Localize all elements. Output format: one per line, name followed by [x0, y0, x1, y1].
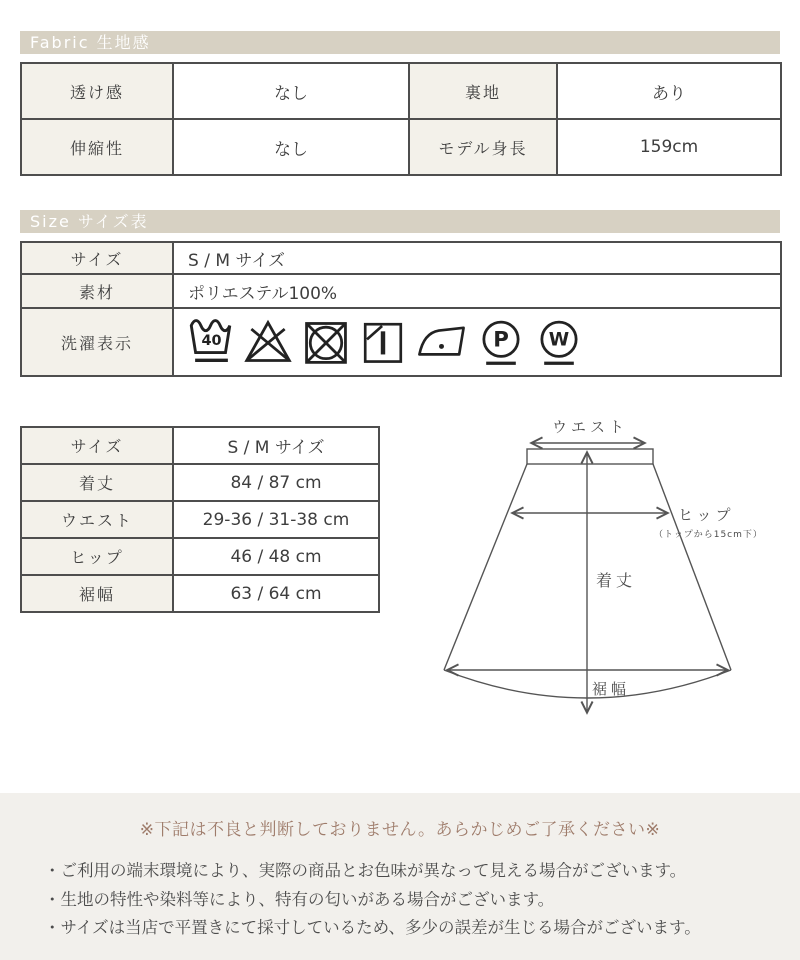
fabric-label-sheerness: 透け感: [21, 63, 173, 119]
fabric-label-model-height: モデル身長: [409, 119, 557, 175]
care-icons-cell: [173, 308, 781, 376]
fabric-row-2: [21, 119, 781, 175]
measure-row-hem: [21, 575, 379, 612]
svg-text:W: W: [548, 329, 570, 351]
size-section-header: Size サイズ表: [20, 210, 780, 233]
laundry-care-icons: [188, 316, 780, 368]
spec-row-size: [21, 242, 781, 274]
note-item-smell: ・生地の特性や染料等により、特有の匂いがある場合がございます。: [44, 889, 555, 909]
measure-value-length: 84 / 87 cm: [173, 464, 379, 501]
measure-row-hip: [21, 538, 379, 575]
measure-value-hem: 63 / 64 cm: [173, 575, 379, 612]
measure-row-length: [21, 464, 379, 501]
diagram-waist-label: ウエスト: [551, 418, 629, 436]
diagram-hip-note: （トップから15cm下）: [654, 530, 763, 540]
fabric-value-stretch: なし: [173, 119, 409, 175]
spec-label-size: サイズ: [21, 242, 173, 274]
notes-section: [0, 793, 800, 960]
diagram-length-label: 着丈: [596, 571, 637, 590]
skirt-measurement-diagram: [406, 413, 800, 748]
iron-low-icon: [415, 316, 468, 368]
measure-label-size: サイズ: [21, 427, 173, 464]
svg-text:P: P: [493, 327, 509, 353]
measurements-table: [20, 426, 380, 613]
measure-label-waist: ウエスト: [21, 501, 173, 538]
fabric-value-lining: あり: [557, 63, 781, 119]
fabric-value-sheerness: なし: [173, 63, 409, 119]
measure-value-waist: 29-36 / 31-38 cm: [173, 501, 379, 538]
svg-text:40: 40: [201, 332, 222, 349]
spec-row-material: [21, 274, 781, 308]
spec-value-material: ポリエステル100%: [173, 274, 781, 308]
fabric-label-lining: 裏地: [409, 63, 557, 119]
measure-row-waist: [21, 501, 379, 538]
measure-value-size: S / M サイズ: [173, 427, 379, 464]
diagram-hem-label: 裾幅: [592, 680, 631, 698]
notes-heading: ※下記は不良と判断しておりません。あらかじめご了承ください※: [139, 820, 661, 840]
fabric-section-header: Fabric 生地感: [20, 31, 780, 54]
spec-label-care: 洗濯表示: [21, 308, 173, 376]
line-dry-shade-icon: [359, 316, 407, 368]
no-bleach-icon: [243, 316, 293, 368]
measure-label-length: 着丈: [21, 464, 173, 501]
wash-40-mild-icon: [188, 316, 235, 368]
spec-label-material: 素材: [21, 274, 173, 308]
notes-list: [44, 857, 800, 943]
wet-clean-w-mild-icon: [534, 316, 584, 368]
measure-row-size: [21, 427, 379, 464]
fabric-value-model-height: 159cm: [557, 119, 781, 175]
fabric-label-stretch: 伸縮性: [21, 119, 173, 175]
fabric-row-1: [21, 63, 781, 119]
spec-table: [20, 241, 782, 377]
measure-label-hip: ヒップ: [21, 538, 173, 575]
note-item-color: ・ご利用の端末環境により、実際の商品とお色味が異なって見える場合がございます。: [44, 861, 687, 880]
measure-label-hem: 裾幅: [21, 575, 173, 612]
dry-clean-p-mild-icon: [476, 316, 526, 368]
no-tumble-dry-icon: [301, 316, 351, 368]
fabric-table: [20, 62, 782, 176]
spec-row-care: [21, 308, 781, 376]
note-item-measurement: ・サイズは当店で平置きにて採寸しているため、多少の誤差が生じる場合がございます。: [44, 918, 701, 937]
spec-value-size: S / M サイズ: [173, 242, 781, 274]
diagram-hip-label: ヒップ: [678, 506, 735, 524]
measure-value-hip: 46 / 48 cm: [173, 538, 379, 575]
